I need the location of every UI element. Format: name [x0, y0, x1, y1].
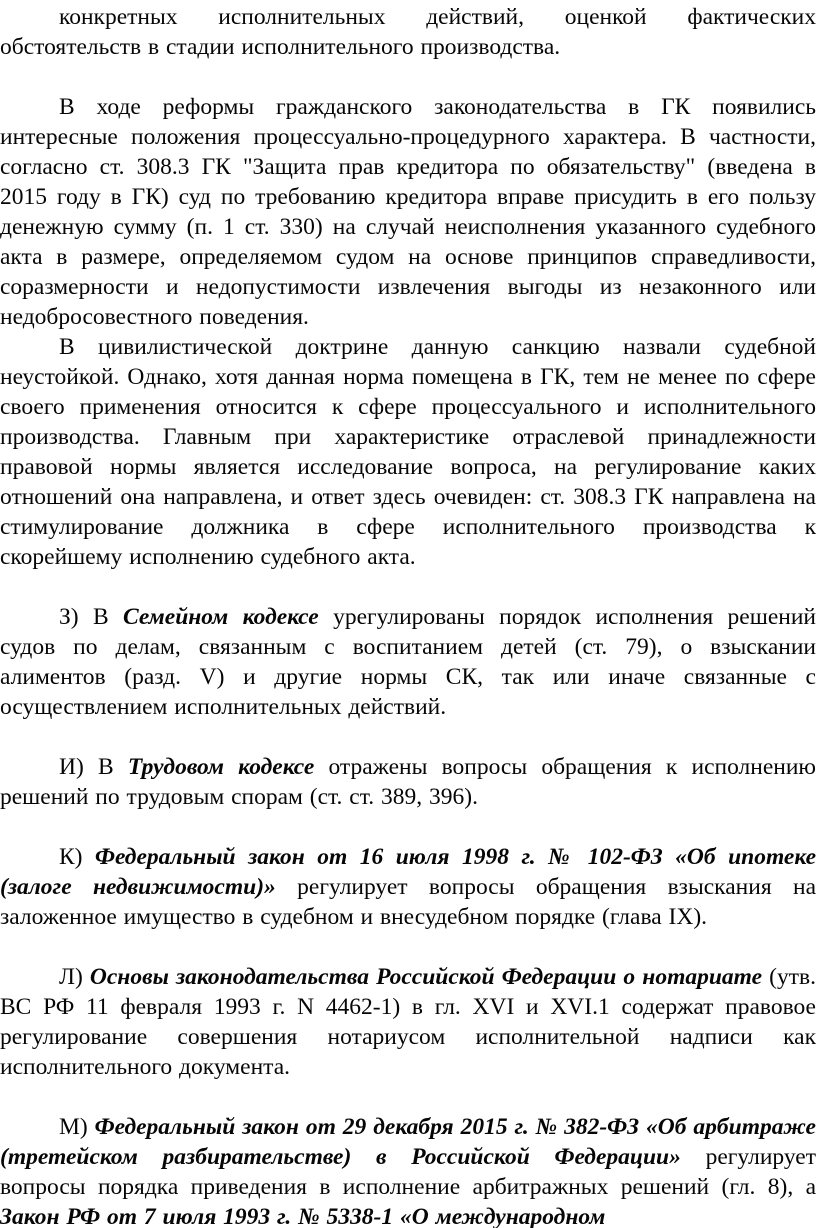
text-run: В цивилистической доктрине данную санкцию назвали судебной неустойкой. Однако, хотя данная норма помещена в ГК, тем не менее по сфере своего применения относится к сфере процессуального и исполнительного производства. Главным при характеристике отраслевой принадлежности правовой нормы является исследование вопроса, на регулирование каких отношений она направлена, и ответ здесь очевиден: ст. 308.3 ГК направлена на стимулирование должника в сфере исполнительного производства к скорейшему исполнению судебного акта. — [0, 334, 816, 570]
law-title-emphasis: Федеральный закон от 29 декабря 2015 г. № 382-ФЗ «Об арбитраже (третейском разбирательстве) в Российской Федерации» — [0, 1114, 816, 1170]
paragraph-notariat-fundamentals — [0, 962, 816, 1082]
paragraph-gk-reform — [0, 92, 816, 332]
text-run: регулирует вопросы обращения взыскания на заложенное имущество в судебном и внесудебном порядке (глава IX). — [0, 874, 816, 930]
text-run: конкретных исполнительных действий, оценкой фактических обстоятельств в стадии исполнительного производства. — [0, 4, 816, 60]
paragraph-intro-continuation — [0, 2, 816, 62]
law-title-emphasis: Закон РФ от 7 июля 1993 г. № 5338-1 «О международном — [0, 1204, 606, 1228]
law-title-emphasis: Семейном кодексе — [122, 604, 319, 630]
paragraph-family-code — [0, 602, 816, 722]
text-run: В ходе реформы гражданского законодательства в ГК появились интересные положения процессуально-процедурного характера. В частности, согласно ст. 308.3 ГК "Защита прав кредитора по обязательству" (введена в 2015 году в ГК) суд по требованию кредитора вправе присудить в его пользу денежную сумму (п. 1 ст. 330) на случай неисполнения указанного судебного акта в размере, определяемом судом на основе принципов справедливости, соразмерности и недопустимости извлечения выгоды из незаконного или недобросовестного поведения. — [0, 94, 816, 330]
list-letter-prefix: З) В — [59, 604, 123, 630]
paragraph-labor-code — [0, 752, 816, 812]
text-run: (утв. ВС РФ 11 февраля 1993 г. N 4462-1) в гл. XVI и XVI.1 содержат правовое регулирование совершения нотариусом исполнительной надписи как исполнительного документа. — [0, 964, 816, 1080]
list-letter-prefix: К) — [59, 844, 95, 870]
list-letter-prefix: Л) — [59, 964, 90, 990]
paragraph-judicial-penalty — [0, 332, 816, 572]
text-run: урегулированы порядок исполнения решений судов по делам, связанным с воспитанием детей (ст. 79), о взыскании алиментов (разд. V) и другие нормы СК, так или иначе связанные с осуществлением исполнительных действий. — [0, 604, 816, 720]
paragraph-arbitration-law — [0, 1112, 816, 1228]
text-run: регулирует вопросы порядка приведения в исполнение арбитражных решений (гл. 8), а — [0, 1144, 816, 1200]
text-run: отражены вопросы обращения к исполнению решений по трудовым спорам (ст. ст. 389, 396). — [0, 754, 816, 810]
law-title-emphasis: Трудовом кодексе — [127, 754, 315, 780]
paragraph-mortgage-law — [0, 842, 816, 932]
list-letter-prefix: М) — [59, 1114, 95, 1140]
law-title-emphasis: Основы законодательства Российской Федерации о нотариате — [89, 964, 763, 990]
list-letter-prefix: И) В — [59, 754, 128, 780]
law-title-emphasis: Федеральный закон от 16 июля 1998 г. № 102-ФЗ «Об ипотеке (залоге недвижимости)» — [0, 844, 816, 900]
